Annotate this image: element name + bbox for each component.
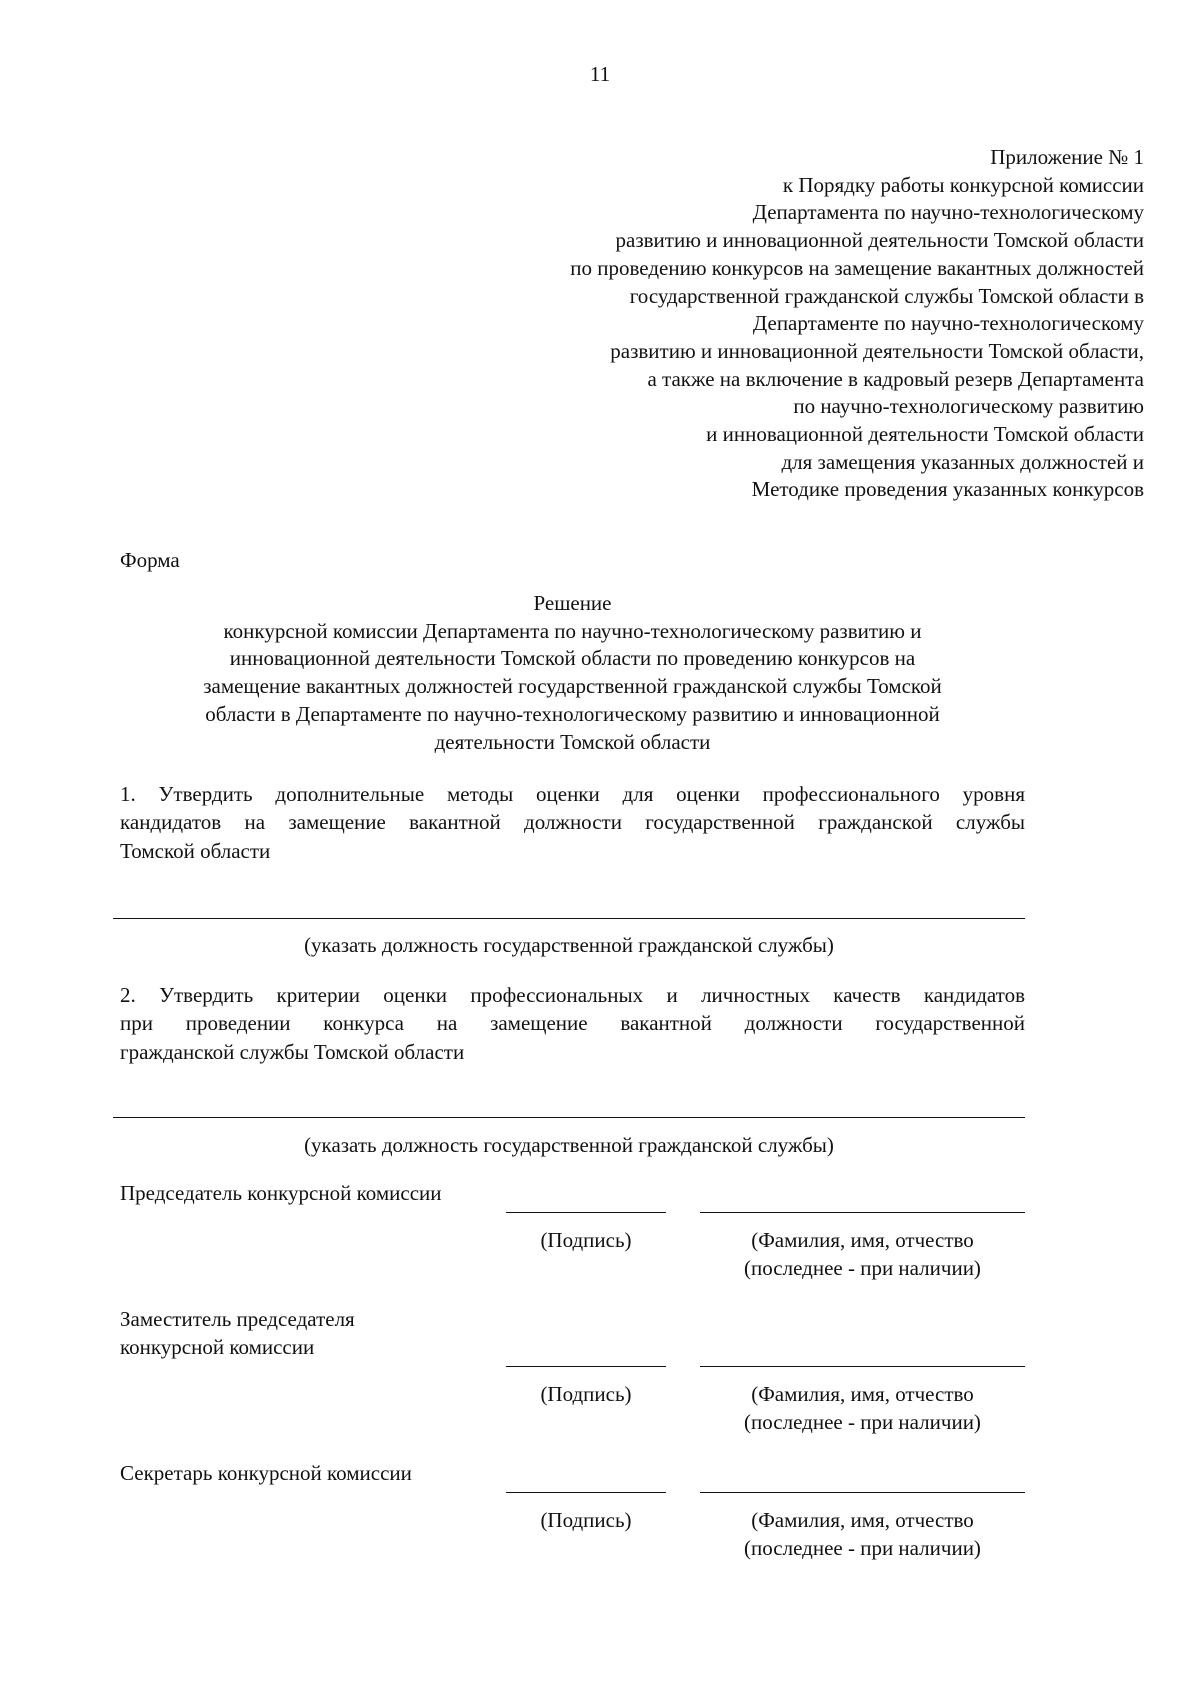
appendix-line: Департаменте по научно-технологическому bbox=[752, 311, 1144, 336]
signature-caption: (Подпись) bbox=[540, 1228, 632, 1252]
secretary-name-line bbox=[700, 1492, 1025, 1493]
decision-title-line: области в Департаменте по научно-технологическому развитию и инновационной bbox=[205, 701, 940, 726]
appendix-line: к Порядку работы конкурсной комиссии bbox=[782, 172, 1144, 197]
name-caption-note: (последнее - при наличии) bbox=[744, 1410, 981, 1434]
secretary-signature-line bbox=[506, 1492, 666, 1493]
item-2-paragraph bbox=[120, 981, 1025, 1066]
name-caption: (Фамилия, имя, отчество bbox=[751, 1508, 974, 1532]
paragraph-line: Томской области bbox=[120, 838, 271, 863]
signature-caption: (Подпись) bbox=[540, 1508, 632, 1532]
name-caption-note: (последнее - при наличии) bbox=[744, 1536, 981, 1560]
decision-title-line: замещение вакантных должностей государственной гражданской службы Томской bbox=[203, 674, 942, 699]
item-1-paragraph bbox=[120, 780, 1025, 865]
chairman-name-line bbox=[700, 1212, 1025, 1213]
form-label: Форма bbox=[120, 548, 180, 572]
appendix-line: Департамента по научно-технологическому bbox=[752, 200, 1144, 225]
appendix-line: и инновационной деятельности Томской области bbox=[706, 422, 1144, 447]
chairman-signature-line bbox=[506, 1212, 666, 1213]
chairman-role-label: Председатель конкурсной комиссии bbox=[120, 1181, 442, 1205]
paragraph-line: при проведении конкурса на замещение вакантной должности государственной bbox=[120, 1011, 1025, 1036]
name-caption: (Фамилия, имя, отчество bbox=[751, 1228, 974, 1252]
deputy-chairman-name-line bbox=[700, 1366, 1025, 1367]
appendix-line: по проведению конкурсов на замещение вакантных должностей bbox=[570, 255, 1144, 280]
deputy-chairman-role-label: конкурсной комиссии bbox=[120, 1335, 315, 1359]
decision-title-line: Решение bbox=[533, 591, 612, 615]
appendix-line: для замещения указанных должностей и bbox=[781, 449, 1144, 474]
appendix-line: по научно-технологическому развитию bbox=[793, 394, 1144, 419]
appendix-line: Методике проведения указанных конкурсов bbox=[751, 477, 1144, 502]
appendix-line: государственной гражданской службы Томской области в bbox=[629, 283, 1144, 308]
decision-title-line: конкурсной комиссии Департамента по научно-технологическому развитию и bbox=[223, 618, 922, 643]
signature-caption: (Подпись) bbox=[540, 1382, 632, 1406]
decision-title-line: инновационной деятельности Томской области по проведению конкурсов на bbox=[229, 646, 916, 671]
paragraph-line: 2. Утвердить критерии оценки профессиональных и личностных качеств кандидатов bbox=[120, 983, 1025, 1007]
position-fill-line bbox=[113, 1117, 1025, 1118]
paragraph-line: гражданской службы Томской области bbox=[120, 1039, 465, 1064]
name-caption: (Фамилия, имя, отчество bbox=[751, 1382, 974, 1406]
position-caption: (указать должность государственной гражданской службы) bbox=[304, 933, 834, 957]
name-caption-note: (последнее - при наличии) bbox=[744, 1256, 981, 1280]
paragraph-line: 1. Утвердить дополнительные методы оценки для оценки профессионального уровня bbox=[120, 782, 1025, 806]
decision-title bbox=[120, 590, 1025, 756]
appendix-line: развитию и инновационной деятельности Томской области, bbox=[610, 338, 1144, 363]
secretary-role-label: Секретарь конкурсной комиссии bbox=[120, 1461, 412, 1485]
deputy-chairman-signature-line bbox=[506, 1366, 666, 1367]
decision-title-line: деятельности Томской области bbox=[434, 729, 711, 754]
appendix-line: Приложение № 1 bbox=[990, 145, 1144, 169]
appendix-line: а также на включение в кадровый резерв Департамента bbox=[647, 366, 1144, 391]
deputy-chairman-role-label: Заместитель председателя bbox=[120, 1307, 355, 1331]
page-number: 11 bbox=[589, 62, 611, 86]
appendix-line: развитию и инновационной деятельности Томской области bbox=[615, 228, 1144, 253]
position-caption: (указать должность государственной гражданской службы) bbox=[304, 1133, 834, 1157]
paragraph-line: кандидатов на замещение вакантной должности государственной гражданской службы bbox=[120, 810, 1025, 835]
appendix-header bbox=[444, 144, 1144, 504]
position-fill-line bbox=[113, 918, 1025, 919]
